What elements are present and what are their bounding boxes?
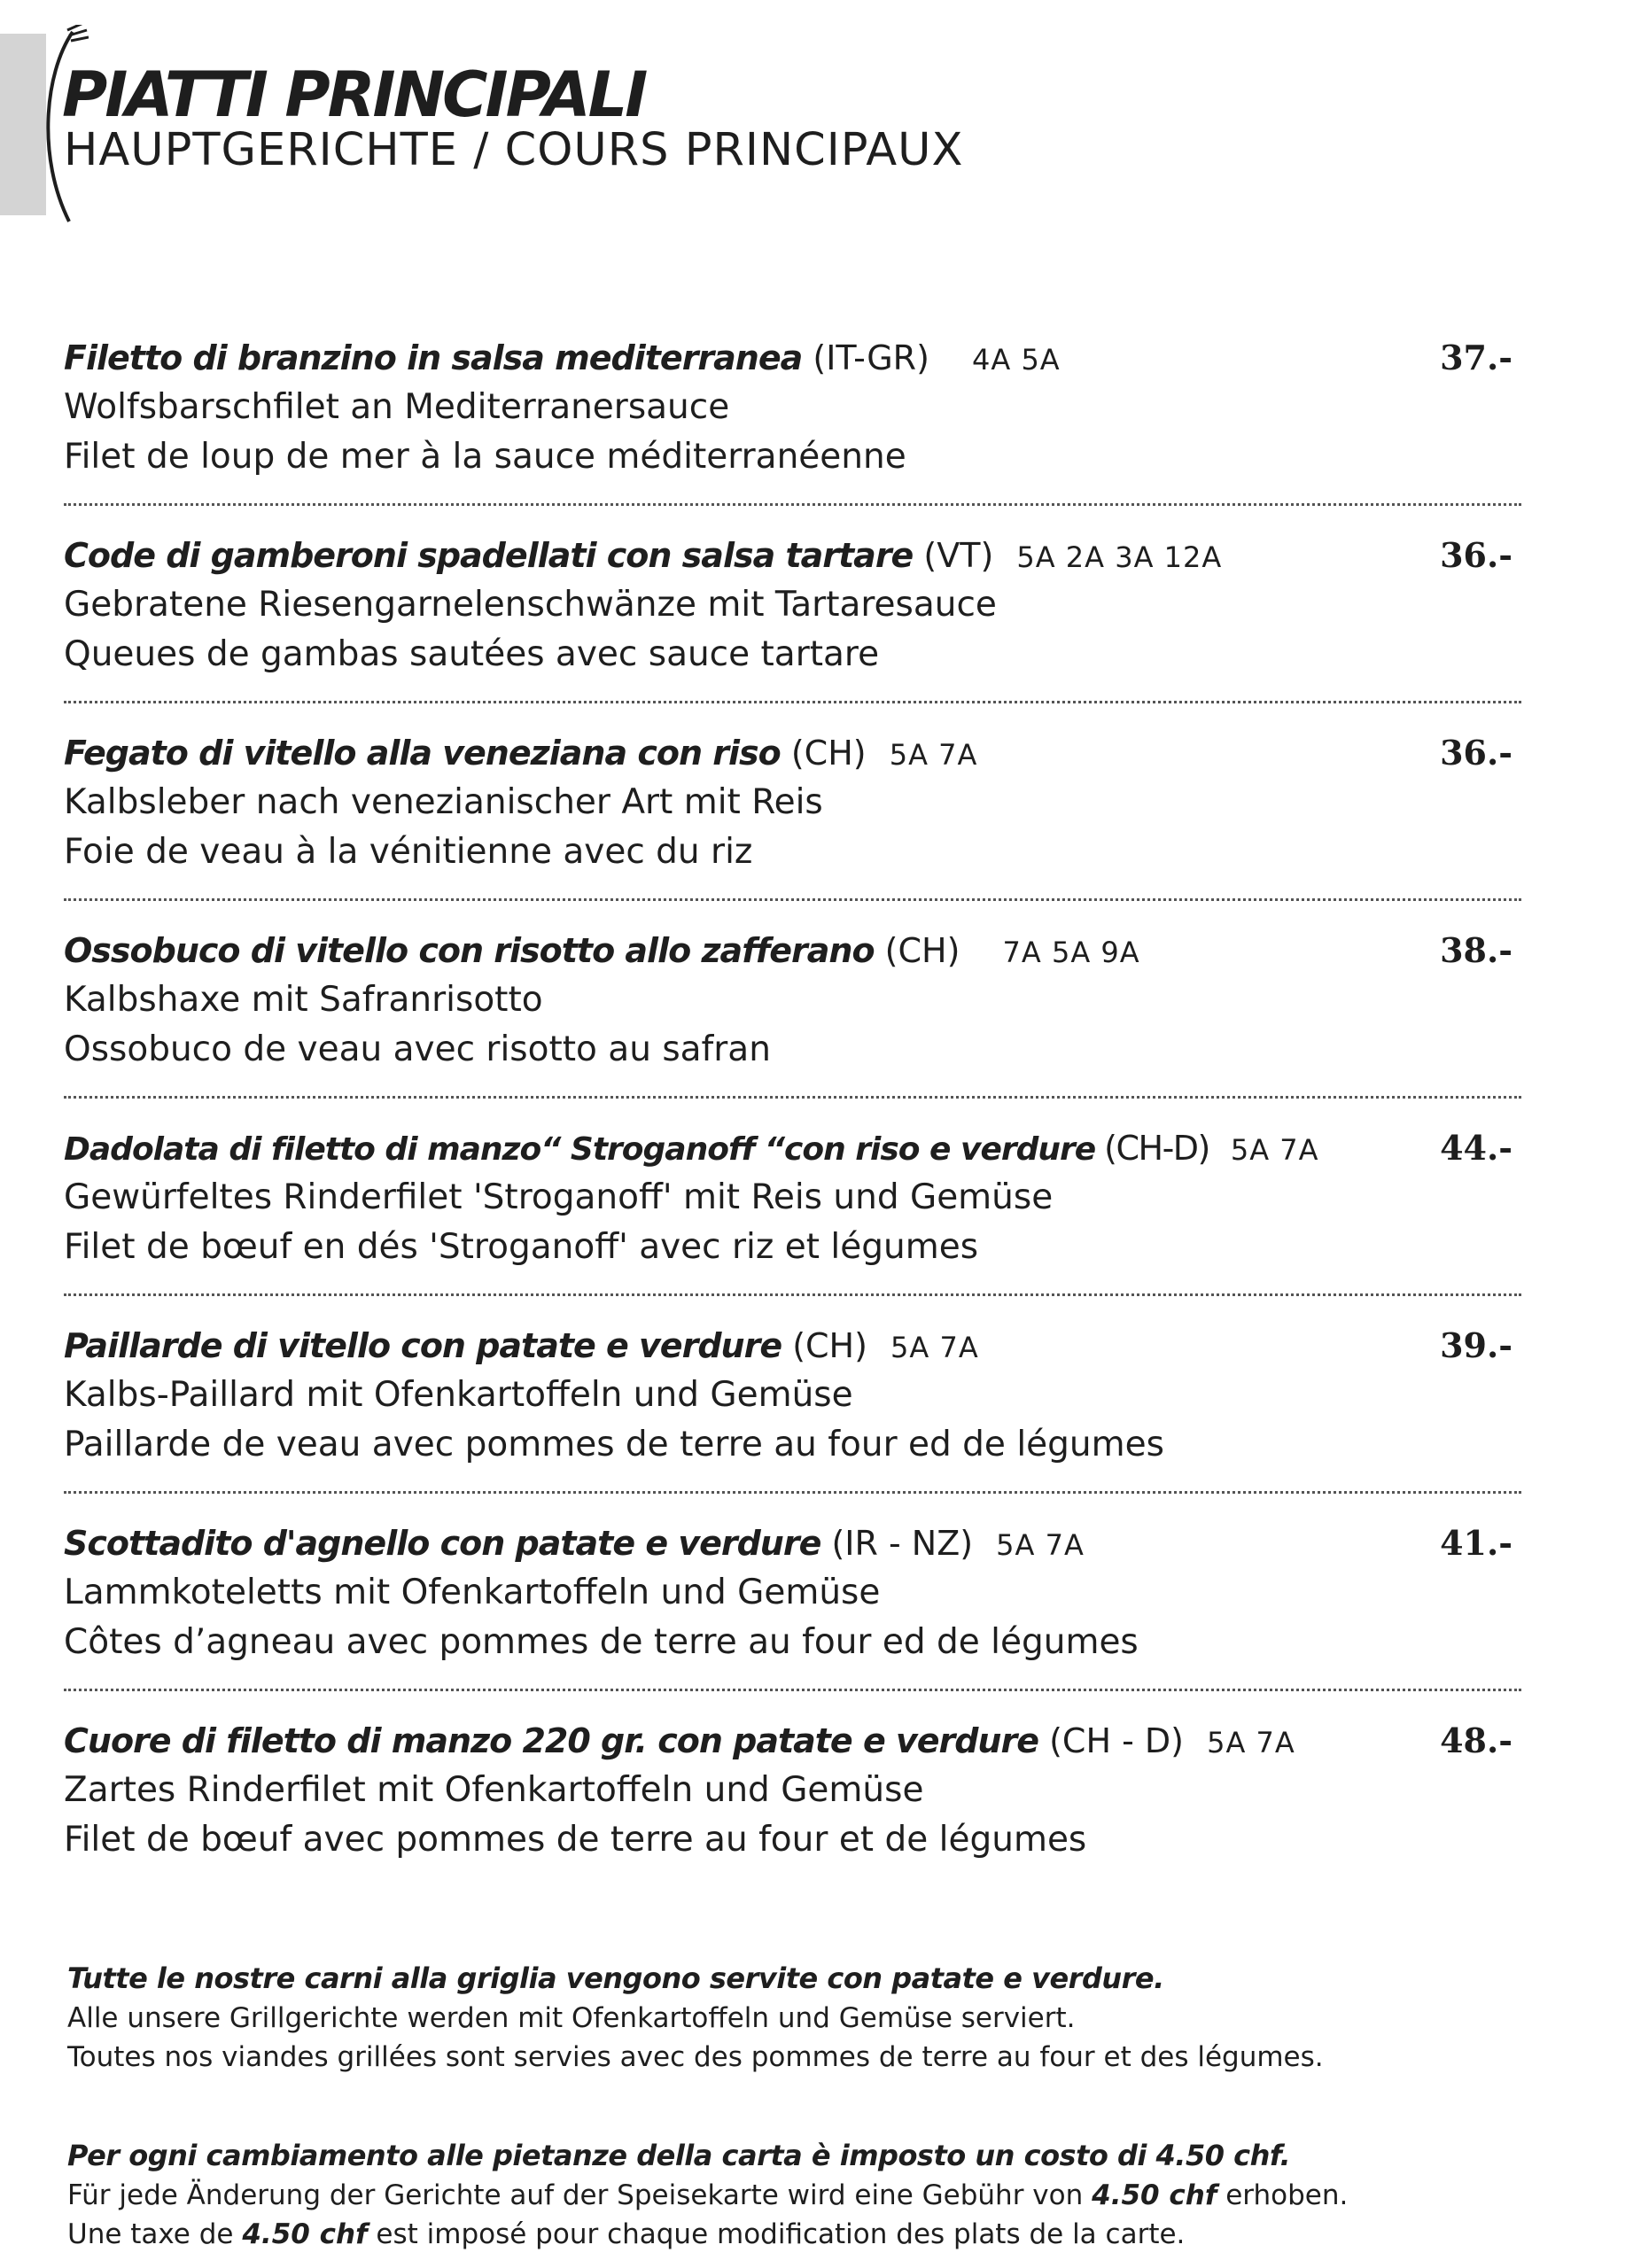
dish-name-de: Gebratene Riesengarnelenschwänze mit Tartaresauce [64,585,997,625]
grill-note [67,1958,1574,2077]
dish-name-de: Kalbshaxe mit Safranrisotto [64,980,543,1020]
change-note-de-text: Für jede Änderung der Gerichte auf der Speisekarte wird eine Gebühr von [67,2179,1093,2211]
dish-item [64,1518,1521,1716]
dish-item [64,333,1521,531]
change-note-fr-text-end: est imposé pour chaque modification des plats de la carte. [367,2218,1186,2250]
dish-name-it: Cuore di filetto di manzo 220 gr. con patate e verdure [64,1721,1038,1760]
dish-item [64,1321,1521,1518]
dish-allergens: 7A 5A 9A [1002,936,1140,969]
dish-allergens: 5A 7A [889,738,978,772]
dish-price: 44.- [1440,1128,1512,1168]
dish-name-fr: Paillarde de veau avec pommes de terre au four ed de légumes [64,1425,1164,1464]
grill-note-de: Alle unsere Grillgerichte werden mit Ofenkartoffeln und Gemüse serviert. [67,2002,1076,2034]
dish-allergens: 5A 7A [1230,1133,1319,1167]
change-note-fr [67,2215,1574,2254]
grill-note-it: Tutte le nostre carni alla griglia vengono servite con patate e verdure. [67,1961,1164,1995]
dish-allergens: 5A 7A [890,1331,979,1364]
dish-allergens: 4A 5A [972,343,1061,377]
change-note-de-text-end: erhoben. [1217,2179,1349,2211]
dish-name-de: Zartes Rinderfilet mit Ofenkartoffeln und Gemüse [64,1770,924,1810]
dish-name-it: Filetto di branzino in salsa mediterranea [64,338,803,377]
dish-origin: (CH - D) [1049,1721,1184,1760]
grill-note-fr: Toutes nos viandes grillées sont servies avec des pommes de terre au four et des légumes. [67,2041,1324,2073]
dish-origin: (CH-D) [1104,1129,1209,1168]
dotted-separator [64,503,1521,506]
dish-origin: (CH) [884,931,960,970]
dish-origin: (IT-GR) [813,338,929,377]
dish-price: 48.- [1440,1720,1512,1760]
dish-name-de: Wolfsbarschfilet an Mediterranersauce [64,387,730,427]
dish-allergens: 5A 2A 3A 12A [1016,540,1223,574]
dotted-separator [64,1689,1521,1691]
fee-amount: 4.50 chf [242,2218,368,2250]
dish-item [64,531,1521,728]
dish-price: 37.- [1440,338,1512,377]
dish-name-fr: Filet de loup de mer à la sauce méditerranéenne [64,437,906,477]
page-subtitle: HAUPTGERICHTE / COURS PRINCIPAUX [64,124,964,176]
dotted-separator [64,898,1521,901]
dish-origin: (CH) [792,1326,867,1365]
dish-name-it: Code di gamberoni spadellati con salsa tartare [64,536,914,575]
dish-allergens: 5A 7A [1207,1726,1295,1759]
dish-name-fr: Filet de bœuf en dés 'Stroganoff' avec riz et légumes [64,1227,979,1267]
dish-name-fr: Foie de veau à la vénitienne avec du riz [64,832,753,872]
dish-origin: (VT) [923,536,994,575]
change-note-it: Per ogni cambiamento alle pietanze della carta è imposto un costo di 4.50 chf. [67,2139,1291,2172]
dotted-separator [64,1096,1521,1099]
dish-name-de: Gewürfeltes Rinderfilet 'Stroganoff' mit Reis und Gemüse [64,1177,1054,1217]
dotted-separator [64,1293,1521,1296]
dish-price: 38.- [1440,930,1512,970]
dotted-separator [64,1491,1521,1494]
page-title: PIATTI PRINCIPALI [62,58,646,131]
dish-name-fr: Filet de bœuf avec pommes de terre au four et de légumes [64,1820,1087,1860]
dish-name-fr: Queues de gambas sautées avec sauce tartare [64,634,880,674]
dish-name-de: Lammkoteletts mit Ofenkartoffeln und Gemüse [64,1573,881,1612]
change-note-de [67,2176,1574,2215]
dish-name-it: Dadolata di filetto di manzo“ Stroganoff “con riso e verdure [64,1131,1096,1168]
dotted-separator [64,701,1521,703]
dish-item [64,1123,1521,1321]
dish-price: 39.- [1440,1325,1512,1365]
dish-origin: (IR - NZ) [831,1524,974,1563]
dish-price: 41.- [1440,1523,1512,1563]
dish-name-it: Ossobuco di vitello con risotto allo zafferano [64,931,875,970]
dish-name-de: Kalbsleber nach venezianischer Art mit Reis [64,782,823,822]
fee-amount: 4.50 chf [1092,2179,1217,2211]
dish-list [64,333,1521,1914]
change-note-fr-text: Une taxe de [67,2218,243,2250]
dish-name-fr: Côtes d’agneau avec pommes de terre au four ed de légumes [64,1622,1139,1662]
dish-origin: (CH) [790,734,867,773]
dish-price: 36.- [1440,733,1512,773]
dish-name-it: Fegato di vitello alla veneziana con riso [64,734,781,773]
dish-name-it: Scottadito d'agnello con patate e verdure [64,1524,821,1563]
dish-allergens: 5A 7A [996,1528,1085,1562]
dish-item [64,926,1521,1123]
dish-item [64,1716,1521,1914]
dish-name-it: Paillarde di vitello con patate e verdure [64,1326,782,1365]
dish-name-fr: Ossobuco de veau avec risotto au safran [64,1029,771,1069]
change-fee-note [67,2135,1574,2254]
dish-item [64,728,1521,926]
dish-price: 36.- [1440,535,1512,575]
dish-name-de: Kalbs-Paillard mit Ofenkartoffeln und Gemüse [64,1375,853,1415]
